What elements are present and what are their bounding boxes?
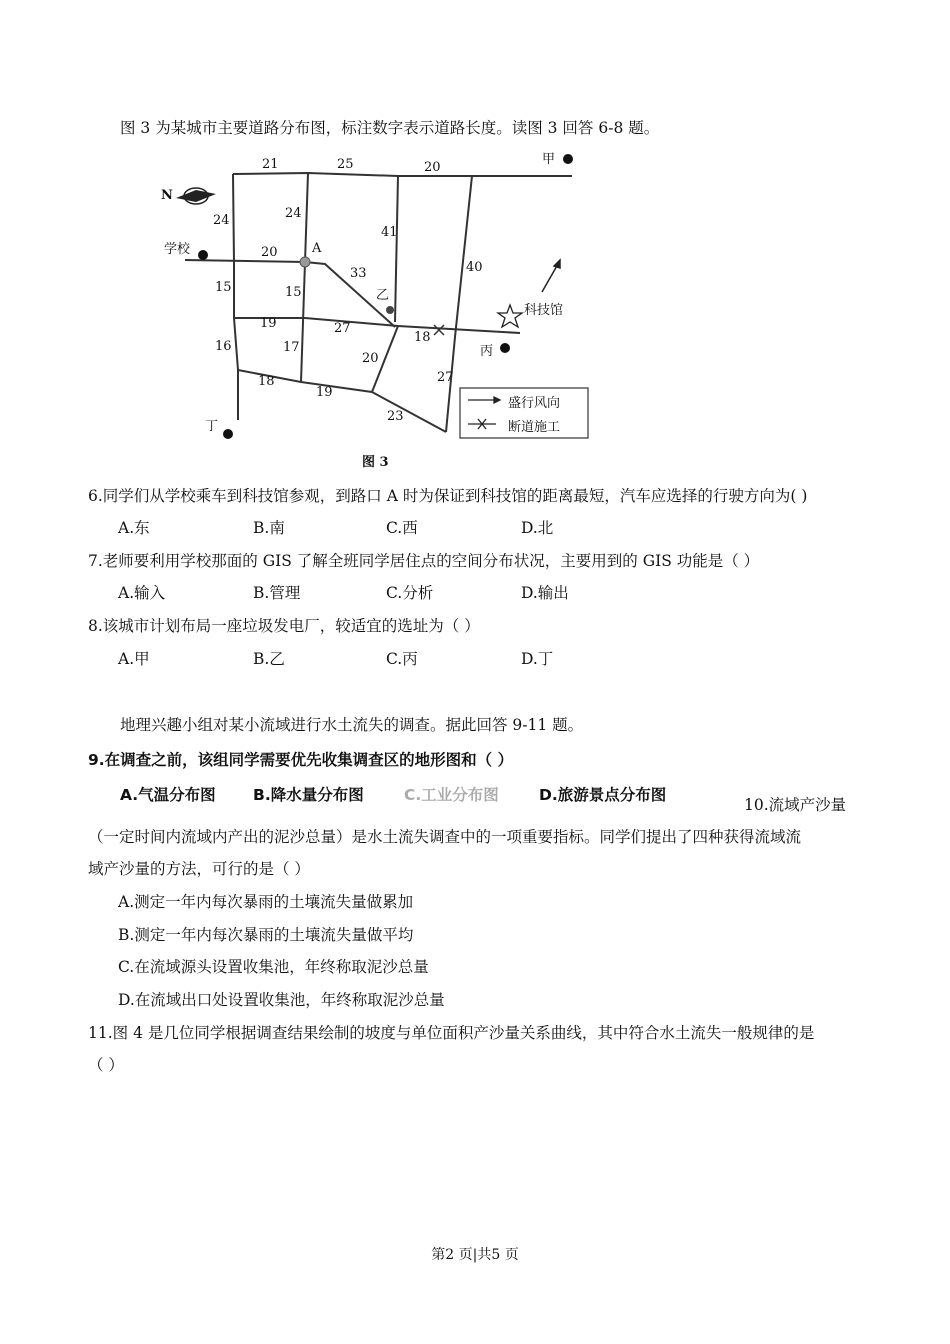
dot-school (198, 250, 208, 260)
question-10-line-1: 10.流域产沙量 (744, 796, 847, 814)
place-school: 学校 (164, 242, 191, 257)
question-10-line-2: （一定时间内流域内产出的泥沙总量）是水土流失调查中的一项重要指标。同学们提出了四种获得流域流 (88, 828, 802, 846)
road-length: 23 (387, 409, 404, 424)
road-length: 40 (466, 260, 483, 275)
q8-option-d[interactable]: D.丁 (521, 650, 554, 668)
q8-option-b[interactable]: B.乙 (253, 650, 285, 668)
road-length: 18 (258, 374, 275, 389)
q7-option-d[interactable]: D.输出 (521, 584, 569, 602)
legend-wind-label: 盛行风向 (508, 396, 561, 411)
road-length: 16 (215, 339, 232, 354)
road-length: 33 (350, 266, 367, 281)
q7-option-a[interactable]: A.输入 (118, 584, 166, 602)
construction-mark (434, 325, 444, 335)
question-6-stem: 6.同学们从学校乘车到科技馆参观，到路口 A 时为保证到科技馆的距离最短，汽车应选择的行驶方向为( ) (88, 487, 808, 505)
q7-option-c[interactable]: C.分析 (386, 584, 434, 602)
legend-construction-label: 断道施工 (508, 420, 561, 435)
q7-option-b[interactable]: B.管理 (253, 584, 301, 602)
q9-option-a[interactable]: A.气温分布图 (120, 786, 216, 804)
dot-jia (563, 154, 573, 164)
place-jia: 甲 (542, 152, 556, 167)
question-7-stem: 7.老师要利用学校那面的 GIS 了解全班同学居住点的空间分布状况，主要用到的 GIS 功能是（ ） (88, 552, 760, 570)
question-8-stem: 8.该城市计划布局一座垃圾发电厂，较适宜的选址为（ ） (88, 617, 480, 635)
place-bing: 丙 (480, 344, 494, 359)
dot-ding (223, 429, 233, 439)
road-length: 20 (261, 245, 278, 260)
road-length: 19 (260, 316, 277, 331)
road-map-figure (150, 142, 600, 472)
map-caption: 图 3 (362, 455, 389, 470)
q6-option-a[interactable]: A.东 (118, 519, 150, 537)
q10-option-b[interactable]: B.测定一年内每次暴雨的土壤流失量做平均 (118, 926, 414, 944)
road-length: 24 (213, 213, 230, 228)
question-11-line-1: 11.图 4 是几位同学根据调查结果绘制的坡度与单位面积产沙量关系曲线，其中符合水土流失一般规律的是 (88, 1024, 815, 1042)
intro-text: 图 3 为某城市主要道路分布图，标注数字表示道路长度。读图 3 回答 6-8 题。 (120, 119, 660, 137)
star-icon (498, 305, 522, 327)
q9-option-c[interactable]: C.工业分布图 (404, 786, 499, 804)
road-length: 21 (262, 157, 279, 172)
road-length: 41 (381, 225, 398, 240)
place-yi: 乙 (376, 288, 390, 303)
q10-option-c[interactable]: C.在流域源头设置收集池，年终称取泥沙总量 (118, 958, 429, 976)
dot-yi (386, 306, 394, 314)
dot-bing (500, 343, 510, 353)
q10-option-d[interactable]: D.在流域出口处设置收集池，年终称取泥沙总量 (118, 991, 445, 1009)
road-length: 20 (362, 351, 379, 366)
q10-option-a[interactable]: A.测定一年内每次暴雨的土壤流失量做累加 (118, 893, 414, 911)
q6-option-c[interactable]: C.西 (386, 519, 418, 537)
road-length: 27 (334, 321, 351, 336)
place-ding: 丁 (205, 419, 219, 434)
road-length: 25 (337, 157, 354, 172)
question-10-line-3: 域产沙量的方法，可行的是（ ） (88, 860, 310, 878)
direction-arrow-icon (542, 260, 560, 292)
q6-option-b[interactable]: B.南 (253, 519, 285, 537)
road-length: 15 (215, 280, 232, 295)
q8-option-c[interactable]: C.丙 (386, 650, 418, 668)
question-11-line-2: （ ） (88, 1056, 124, 1074)
north-arrow-icon (176, 188, 216, 204)
place-museum: 科技馆 (524, 303, 564, 318)
north-label: N (161, 188, 173, 203)
road-length: 27 (437, 370, 454, 385)
road-length: 15 (285, 285, 302, 300)
q8-option-a[interactable]: A.甲 (118, 650, 150, 668)
node-A (300, 257, 310, 267)
road-length: 24 (285, 206, 302, 221)
road-length: 17 (283, 340, 300, 355)
place-A: A (312, 241, 322, 256)
road-length: 20 (424, 160, 441, 175)
intro-2-text: 地理兴趣小组对某小流域进行水土流失的调查。据此回答 9-11 题。 (120, 716, 584, 734)
q9-option-d[interactable]: D.旅游景点分布图 (539, 786, 667, 804)
road-length: 19 (316, 385, 333, 400)
q6-option-d[interactable]: D.北 (521, 519, 554, 537)
question-9-stem: 9.在调查之前，该组同学需要优先收集调查区的地形图和（ ） (88, 751, 514, 769)
road-length: 18 (414, 330, 431, 345)
page-footer: 第2 页|共5 页 (431, 1247, 519, 1263)
q9-option-b[interactable]: B.降水量分布图 (253, 786, 364, 804)
